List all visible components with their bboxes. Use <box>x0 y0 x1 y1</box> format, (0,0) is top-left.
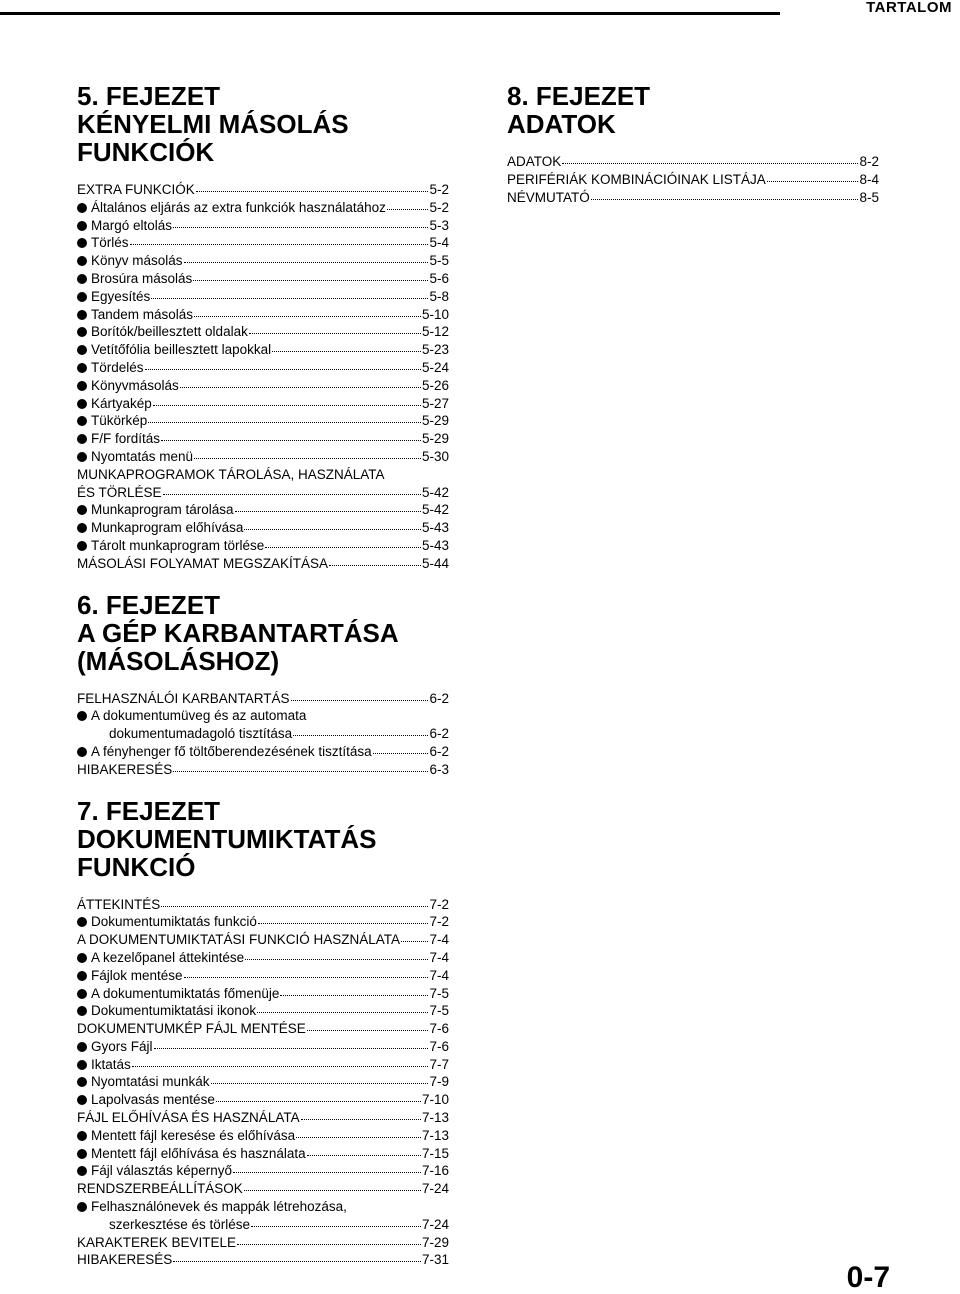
toc-entry-label: PERIFÉRIÁK KOMBINÁCIÓINAK LISTÁJA <box>507 171 766 187</box>
toc-entry-page: 5-42 <box>421 484 449 500</box>
dot-leader <box>151 288 428 299</box>
toc-entry-label: HIBAKERESÉS <box>77 1252 173 1268</box>
dot-leader <box>193 270 428 281</box>
toc-entry[interactable] <box>77 1198 449 1216</box>
toc-entry[interactable] <box>77 743 449 761</box>
toc-entry[interactable] <box>77 1251 449 1269</box>
bullet-icon <box>77 238 87 248</box>
toc-entry[interactable] <box>77 1180 449 1198</box>
toc-entry-page: 8-4 <box>859 171 879 187</box>
toc-entry-page: 5-29 <box>421 431 449 447</box>
toc-entry[interactable] <box>77 1020 449 1038</box>
toc-entry[interactable] <box>77 519 449 537</box>
toc-entry[interactable] <box>77 217 449 235</box>
dot-leader <box>258 913 429 924</box>
bullet-icon <box>77 256 87 266</box>
toc-right-column <box>507 82 879 224</box>
toc-entry-label: NÉVMUTATÓ <box>507 189 590 205</box>
toc-entry-page: 7-4 <box>429 949 449 965</box>
toc-entry-list <box>77 181 449 573</box>
dot-leader <box>211 1073 429 1084</box>
page-number: 0-7 <box>846 1261 890 1294</box>
toc-entry-page: 7-6 <box>429 1038 449 1054</box>
toc-entry-label: KARAKTEREK BEVITELE <box>77 1234 237 1250</box>
toc-entry-page: 6-3 <box>429 761 449 777</box>
bullet-icon <box>77 399 87 409</box>
toc-entry-label: Kártyakép <box>91 395 152 411</box>
dot-leader <box>387 199 429 210</box>
toc-entry-page: 5-3 <box>429 217 449 233</box>
toc-entry-page: 7-6 <box>429 1021 449 1037</box>
toc-entry[interactable] <box>77 690 449 708</box>
toc-entry-label: HIBAKERESÉS <box>77 761 173 777</box>
bullet-icon <box>77 434 87 444</box>
toc-entry-label: A dokumentumüveg és az automata <box>91 708 307 724</box>
toc-entry-page: 7-24 <box>421 1181 449 1197</box>
toc-entry[interactable] <box>77 252 449 270</box>
toc-entry[interactable] <box>77 949 449 967</box>
toc-entry[interactable] <box>507 189 879 207</box>
toc-entry-page: 7-10 <box>421 1092 449 1108</box>
toc-entry-label: A fényhenger fő töltőberendezésének tisztítása <box>91 743 372 759</box>
toc-entry[interactable] <box>77 1234 449 1252</box>
toc-entry[interactable] <box>77 1073 449 1091</box>
toc-entry-label: Vetítőfólia beillesztett lapokkal <box>91 342 272 358</box>
dot-leader <box>280 985 428 996</box>
toc-entry[interactable] <box>77 341 449 359</box>
bullet-icon <box>77 1202 87 1212</box>
bullet-icon <box>77 381 87 391</box>
toc-entry-page: 7-13 <box>421 1110 449 1126</box>
chapter-section <box>507 82 879 206</box>
dot-leader <box>293 725 428 736</box>
toc-entry-label: F/F fordítás <box>91 431 161 447</box>
toc-left-column <box>77 82 449 1287</box>
bullet-icon <box>77 203 87 213</box>
toc-entry-page: 7-13 <box>421 1127 449 1143</box>
bullet-icon <box>77 327 87 337</box>
dot-leader <box>251 1216 421 1227</box>
toc-entry-label: Felhasználónevek és mappák létrehozása, <box>91 1199 347 1215</box>
bullet-icon <box>77 1042 87 1052</box>
toc-entry-label: Egyesítés <box>91 288 151 304</box>
toc-entry[interactable] <box>77 1002 449 1020</box>
toc-entry-label: ÉS TÖRLÉSE <box>77 484 162 500</box>
toc-entry[interactable] <box>77 466 449 484</box>
toc-entry-label: Mentett fájl keresése és előhívása <box>91 1127 296 1143</box>
toc-entry[interactable] <box>77 306 449 324</box>
toc-entry-label: RENDSZERBEÁLLÍTÁSOK <box>77 1181 243 1197</box>
dot-leader <box>249 323 421 334</box>
toc-entry[interactable] <box>77 1109 449 1127</box>
dot-leader <box>244 1180 421 1191</box>
toc-entry[interactable] <box>77 377 449 395</box>
toc-entry-page: 5-43 <box>421 520 449 536</box>
toc-entry[interactable] <box>77 270 449 288</box>
dot-leader <box>373 743 429 754</box>
bullet-icon <box>77 363 87 373</box>
chapter-title-line: A GÉP KARBANTARTÁSA <box>77 617 399 648</box>
toc-entry-label: Nyomtatás menü <box>91 448 194 464</box>
toc-entry-label: FÁJL ELŐHÍVÁSA ÉS HASZNÁLATA <box>77 1110 300 1126</box>
toc-entry-label: Általános eljárás az extra funkciók használatához <box>91 199 386 215</box>
dot-leader <box>184 967 429 978</box>
toc-entry[interactable] <box>77 395 449 413</box>
toc-entry-page: 6-2 <box>429 743 449 759</box>
dot-leader <box>265 537 421 548</box>
toc-entry[interactable] <box>77 896 449 914</box>
header-label: TARTALOM <box>780 0 960 20</box>
toc-entry-page: 6-2 <box>429 726 449 742</box>
toc-entry[interactable] <box>77 555 449 573</box>
dot-leader <box>163 484 421 495</box>
dot-leader <box>194 448 421 459</box>
toc-entry[interactable] <box>77 234 449 252</box>
toc-entry-label: Lapolvasás mentése <box>91 1092 215 1108</box>
bullet-icon <box>77 505 87 515</box>
toc-entry-page: 7-24 <box>421 1216 449 1232</box>
toc-entry-label: ÁTTEKINTÉS <box>77 896 161 912</box>
toc-entry-label: Munkaprogram előhívása <box>91 520 244 536</box>
bullet-icon <box>77 452 87 462</box>
dot-leader <box>591 189 859 200</box>
dot-leader <box>173 1251 421 1262</box>
dot-leader <box>154 1038 429 1049</box>
toc-entry-page: 7-9 <box>429 1074 449 1090</box>
bullet-icon <box>77 310 87 320</box>
chapter-title-line: DOKUMENTUMIKTATÁS <box>77 823 377 854</box>
dot-leader <box>272 341 421 352</box>
toc-entry-page: 6-2 <box>429 690 449 706</box>
toc-entry[interactable] <box>77 931 449 949</box>
toc-entry-label: Könyvmásolás <box>91 377 179 393</box>
toc-entry[interactable] <box>77 725 449 743</box>
toc-entry-page: 5-23 <box>421 342 449 358</box>
header-rule <box>0 12 780 15</box>
dot-leader <box>562 153 858 164</box>
toc-entry-page: 5-44 <box>421 555 449 571</box>
dot-leader <box>237 1234 421 1245</box>
dot-leader <box>196 181 429 192</box>
toc-entry-page: 5-6 <box>429 270 449 286</box>
toc-entry-page: 7-16 <box>421 1163 449 1179</box>
bullet-icon <box>77 1006 87 1016</box>
bullet-icon <box>77 917 87 927</box>
toc-entry-label: A kezelőpanel áttekintése <box>91 949 245 965</box>
chapter-title-line: 5. FEJEZET <box>77 81 221 111</box>
dot-leader <box>173 761 428 772</box>
toc-entry-label: DOKUMENTUMKÉP FÁJL MENTÉSE <box>77 1021 306 1037</box>
dot-leader <box>244 519 421 530</box>
chapter-section <box>77 591 449 779</box>
bullet-icon <box>77 711 87 721</box>
toc-entry[interactable] <box>77 430 449 448</box>
toc-entry-label: Gyors Fájl <box>91 1038 153 1054</box>
dot-leader <box>301 1109 421 1120</box>
dot-leader <box>194 306 421 317</box>
toc-entry-page: 7-7 <box>429 1056 449 1072</box>
chapter-section <box>77 82 449 573</box>
dot-leader <box>235 501 421 512</box>
dot-leader <box>233 1162 421 1173</box>
toc-entry[interactable] <box>77 1162 449 1180</box>
toc-entry-label: Dokumentumiktatás funkció <box>91 914 257 930</box>
toc-entry-label: dokumentumadagoló tisztítása <box>109 726 293 742</box>
bullet-icon <box>77 292 87 302</box>
toc-entry[interactable] <box>77 288 449 306</box>
dot-leader <box>130 234 429 245</box>
toc-entry[interactable] <box>77 484 449 502</box>
dot-leader <box>767 171 859 182</box>
dot-leader <box>153 395 421 406</box>
dot-leader <box>173 217 428 228</box>
bullet-icon <box>77 1131 87 1141</box>
toc-entry-label: EXTRA FUNKCIÓK <box>77 182 195 197</box>
toc-entry[interactable] <box>77 1145 449 1163</box>
dot-leader <box>296 1127 421 1138</box>
bullet-icon <box>77 416 87 426</box>
toc-entry[interactable] <box>77 537 449 555</box>
toc-entry-page: 5-43 <box>421 537 449 553</box>
toc-entry[interactable] <box>77 707 449 725</box>
bullet-icon <box>77 971 87 981</box>
bullet-icon <box>77 523 87 533</box>
dot-leader <box>180 377 421 388</box>
dot-leader <box>257 1002 428 1013</box>
bullet-icon <box>77 1077 87 1087</box>
dot-leader <box>307 1145 421 1156</box>
toc-entry-label: Munkaprogram tárolása <box>91 502 234 518</box>
chapter-title-line: (MÁSOLÁSHOZ) <box>77 645 280 676</box>
toc-entry[interactable] <box>77 761 449 779</box>
toc-entry-label: Tandem másolás <box>91 306 194 322</box>
toc-entry-page: 5-42 <box>421 502 449 518</box>
toc-entry-page: 5-26 <box>421 377 449 393</box>
dot-leader <box>161 896 428 907</box>
toc-entry-label: Tördelés <box>91 359 144 375</box>
chapter-title-line: FUNKCIÓ <box>77 851 196 882</box>
chapter-title-line: 8. FEJEZET <box>507 81 651 111</box>
dot-leader <box>132 1056 429 1067</box>
toc-entry-label: MÁSOLÁSI FOLYAMAT MEGSZAKÍTÁSA <box>77 555 329 571</box>
toc-entry[interactable] <box>77 501 449 519</box>
dot-leader <box>161 430 421 441</box>
toc-entry-page: 5-27 <box>421 395 449 411</box>
toc-entry-label: ADATOK <box>507 154 562 169</box>
toc-entry-page: 7-5 <box>429 1003 449 1019</box>
toc-entry-label: A dokumentumiktatás főmenüje <box>91 985 280 1001</box>
dot-leader <box>307 1020 429 1031</box>
dot-leader <box>184 252 429 263</box>
toc-entry-label: Borítók/beillesztett oldalak <box>91 324 248 340</box>
chapter-title-line: KÉNYELMI MÁSOLÁS FUNKCIÓK <box>77 109 349 167</box>
toc-entry-page: 5-2 <box>429 199 449 215</box>
toc-entry-page: 5-4 <box>429 235 449 251</box>
toc-entry-label: A DOKUMENTUMIKTATÁSI FUNKCIÓ HASZNÁLATA <box>77 932 401 948</box>
toc-entry-page: 5-12 <box>421 324 449 340</box>
toc-entry-label: Fájl választás képernyő <box>91 1163 233 1179</box>
toc-entry-label: Tárolt munkaprogram törlése <box>91 537 265 553</box>
toc-entry[interactable] <box>77 323 449 341</box>
dot-leader <box>245 949 428 960</box>
toc-entry[interactable] <box>77 359 449 377</box>
dot-leader <box>148 412 421 423</box>
toc-entry-label: Dokumentumiktatási ikonok <box>91 1003 257 1019</box>
bullet-icon <box>77 274 87 284</box>
bullet-icon <box>77 1060 87 1070</box>
toc-entry-label: Nyomtatási munkák <box>91 1074 210 1090</box>
toc-entry[interactable] <box>77 913 449 931</box>
toc-entry[interactable] <box>507 153 879 171</box>
toc-entry[interactable] <box>77 1056 449 1074</box>
toc-entry-page: 5-24 <box>421 359 449 375</box>
toc-entry-page: 7-5 <box>429 985 449 1001</box>
toc-entry[interactable] <box>77 1127 449 1145</box>
toc-entry-page: 8-5 <box>859 189 879 205</box>
toc-entry-list <box>507 153 879 206</box>
toc-entry[interactable] <box>77 448 449 466</box>
toc-entry[interactable] <box>77 1091 449 1109</box>
page-header <box>0 0 960 22</box>
toc-entry-page: 5-5 <box>429 253 449 269</box>
toc-entry-label: MUNKAPROGRAMOK TÁROLÁSA, HASZNÁLATA <box>77 466 385 482</box>
toc-entry-page: 7-29 <box>421 1234 449 1250</box>
chapter-section <box>77 797 449 1270</box>
bullet-icon <box>77 953 87 963</box>
bullet-icon <box>77 1149 87 1159</box>
bullet-icon <box>77 747 87 757</box>
dot-leader <box>145 359 421 370</box>
toc-entry-label: Margó eltolás <box>91 217 173 233</box>
toc-entry[interactable] <box>77 985 449 1003</box>
bullet-icon <box>77 1166 87 1176</box>
toc-entry-label: FELHASZNÁLÓI KARBANTARTÁS <box>77 690 290 706</box>
toc-entry-label: szerkesztése és törlése <box>109 1216 251 1232</box>
toc-entry-label: Mentett fájl előhívása és használata <box>91 1145 306 1161</box>
toc-entry[interactable] <box>77 1038 449 1056</box>
toc-entry-page: 5-8 <box>429 288 449 304</box>
dot-leader <box>329 555 421 566</box>
dot-leader <box>216 1091 421 1102</box>
chapter-title-line: 7. FEJEZET <box>77 795 221 826</box>
bullet-icon <box>77 345 87 355</box>
toc-entry-page: 7-15 <box>421 1145 449 1161</box>
dot-leader <box>291 690 429 701</box>
toc-entry-list <box>77 690 449 779</box>
toc-entry-label: Brosúra másolás <box>91 270 193 286</box>
toc-entry-page: 5-2 <box>429 182 449 197</box>
toc-entry-label: Törlés <box>91 235 129 251</box>
toc-entry-label: Fájlok mentése <box>91 967 183 983</box>
toc-entry-page: 7-4 <box>429 967 449 983</box>
bullet-icon <box>77 1095 87 1105</box>
chapter-title-line: ADATOK <box>507 109 616 139</box>
toc-entry-page: 5-10 <box>421 306 449 322</box>
toc-entry-page: 7-31 <box>421 1252 449 1268</box>
toc-entry-page: 7-2 <box>429 896 449 912</box>
toc-entry[interactable] <box>77 1216 449 1234</box>
toc-entry[interactable] <box>77 199 449 217</box>
toc-entry-page: 5-30 <box>421 448 449 464</box>
toc-entry[interactable] <box>507 171 879 189</box>
toc-entry-page: 8-2 <box>859 154 879 169</box>
toc-entry-list <box>77 896 449 1270</box>
toc-entry[interactable] <box>77 967 449 985</box>
dot-leader <box>401 931 428 942</box>
toc-entry-label: Könyv másolás <box>91 253 183 269</box>
bullet-icon <box>77 989 87 999</box>
toc-entry-label: Tükörkép <box>91 413 148 429</box>
toc-entry-label: Iktatás <box>91 1056 131 1072</box>
bullet-icon <box>77 221 87 231</box>
toc-entry-page: 7-2 <box>429 914 449 930</box>
bullet-icon <box>77 541 87 551</box>
chapter-title-line: 6. FEJEZET <box>77 589 221 620</box>
toc-entry[interactable] <box>77 181 449 199</box>
toc-entry[interactable] <box>77 412 449 430</box>
toc-entry-page: 5-29 <box>421 413 449 429</box>
toc-entry-page: 7-4 <box>429 932 449 948</box>
